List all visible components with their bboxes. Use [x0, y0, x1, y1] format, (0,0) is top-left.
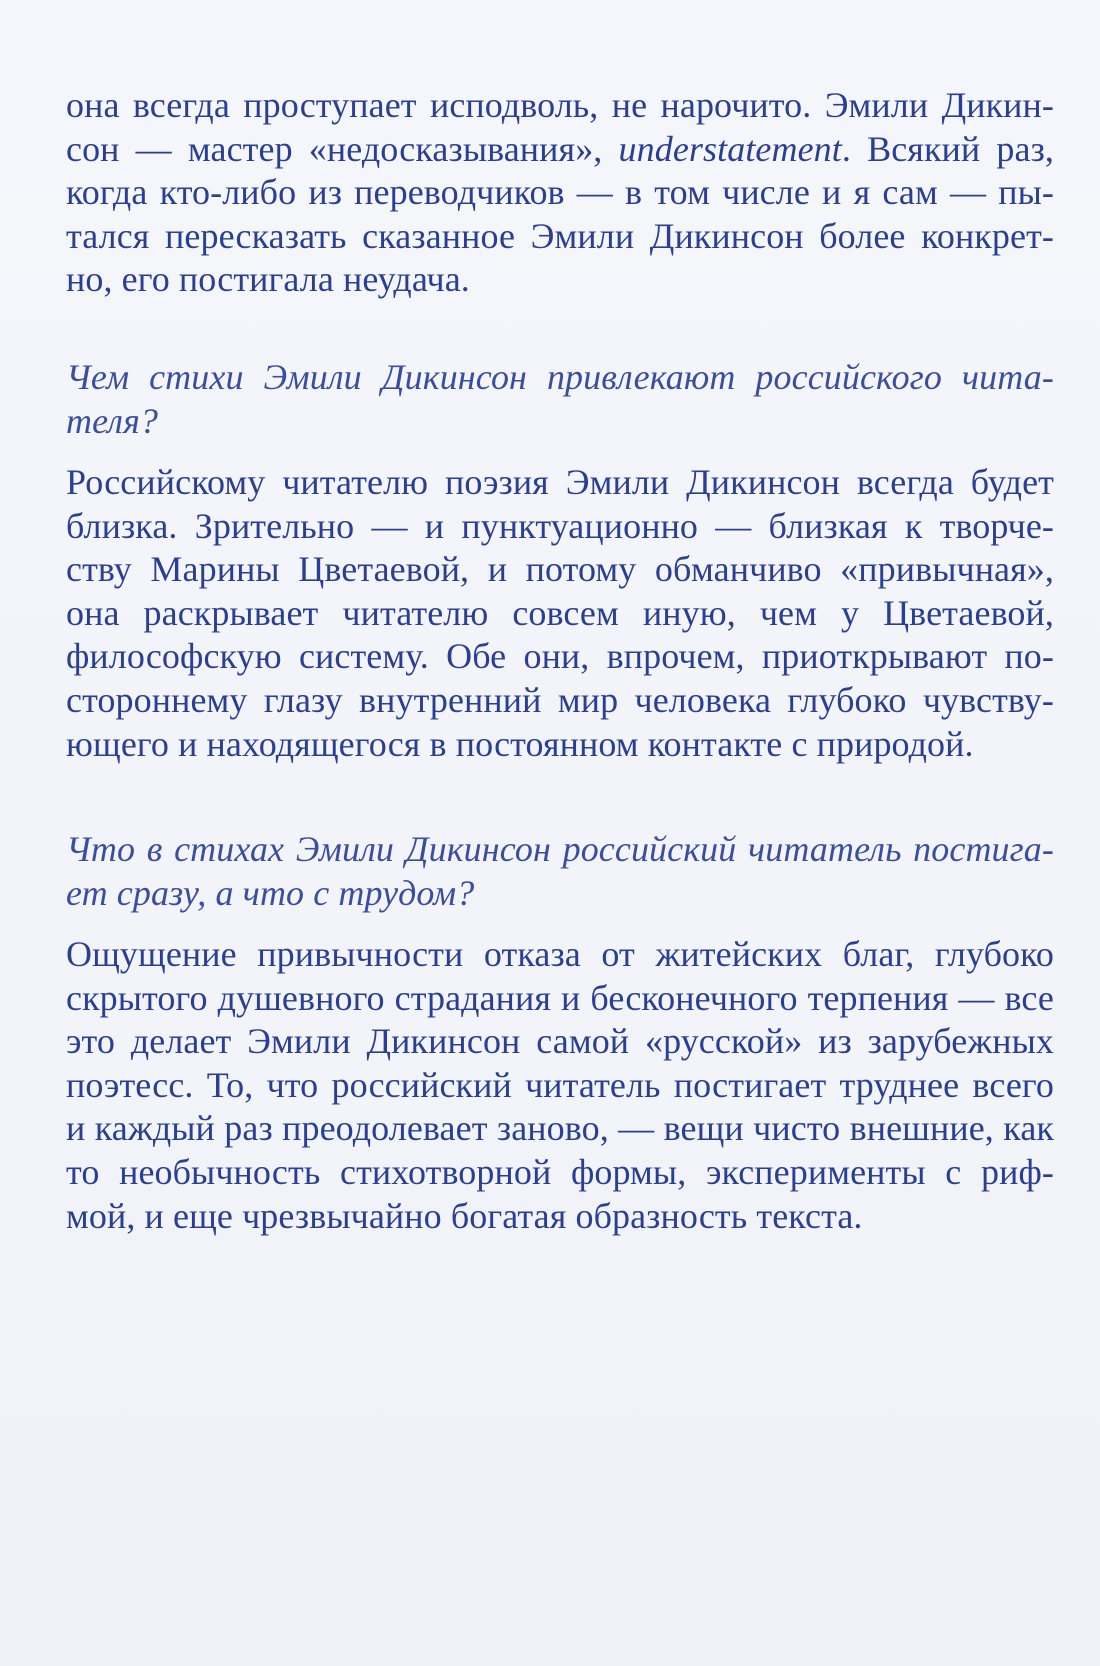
text-line: скрытого душевного страдания и бесконечного терпения — все [66, 977, 1054, 1018]
text-line: философскую систему. Обе они, впрочем, приоткрывают по- [66, 636, 1054, 677]
paragraph-intro [66, 84, 1054, 302]
text-line: мой, и еще чрезвычайно богатая образность текста. [66, 1195, 863, 1236]
text-line: Российскому читателю поэзия Эмили Дикинсон всегда будет [66, 462, 1054, 502]
question-line: Что в стихах Эмили Дикинсон российский читатель постига- [66, 829, 1054, 869]
text-line: и каждый раз преодолевает заново, — вещи чисто внешние, как [66, 1108, 1054, 1149]
text-line [66, 128, 1054, 172]
text-run: . Всякий раз, [841, 128, 1054, 169]
text-line: тался пересказать сказанное Эмили Дикинсон более конкрет- [66, 215, 1054, 256]
text-line: поэтесс. То, что российский читатель постигает труднее всего [66, 1064, 1054, 1105]
interview-question-1 [66, 356, 1054, 443]
answer-paragraph-1 [66, 461, 1054, 766]
answer-paragraph-2 [66, 933, 1054, 1238]
text-line: но, его постигала неудача. [66, 259, 470, 300]
emphasis-understatement: understatement [618, 128, 842, 169]
interview-question-2 [66, 828, 1054, 915]
text-line: то необычность стихотворной формы, эксперименты с риф- [66, 1151, 1054, 1192]
text-line: когда кто-либо из переводчиков — в том числе и я сам — пы- [66, 172, 1054, 213]
text-line: она всегда проступает исподволь, не нарочито. Эмили Дикин- [66, 85, 1054, 125]
question-line: Чем стихи Эмили Дикинсон привлекают российского чита- [66, 357, 1054, 397]
text-run: сон — мастер «недосказывания», [66, 128, 619, 169]
text-line: стороннему глазу внутренний мир человека глубоко чувству- [66, 679, 1054, 720]
text-line: это делает Эмили Дикинсон самой «русской» из зарубежных [66, 1021, 1054, 1062]
question-line: ет сразу, а что с трудом? [66, 872, 475, 913]
text-line: она раскрывает читателю совсем иную, чем у Цветаевой, [66, 592, 1054, 633]
text-line: ющего и находящегося в постоянном контакте с природой. [66, 723, 974, 764]
question-line: теля? [66, 400, 159, 441]
text-line: близка. Зрительно — и пунктуационно — близкая к творче- [66, 505, 1054, 546]
text-line: Ощущение привычности отказа от житейских благ, глубоко [66, 934, 1054, 974]
text-line: ству Марины Цветаевой, и потому обманчиво «привычная», [66, 549, 1054, 590]
